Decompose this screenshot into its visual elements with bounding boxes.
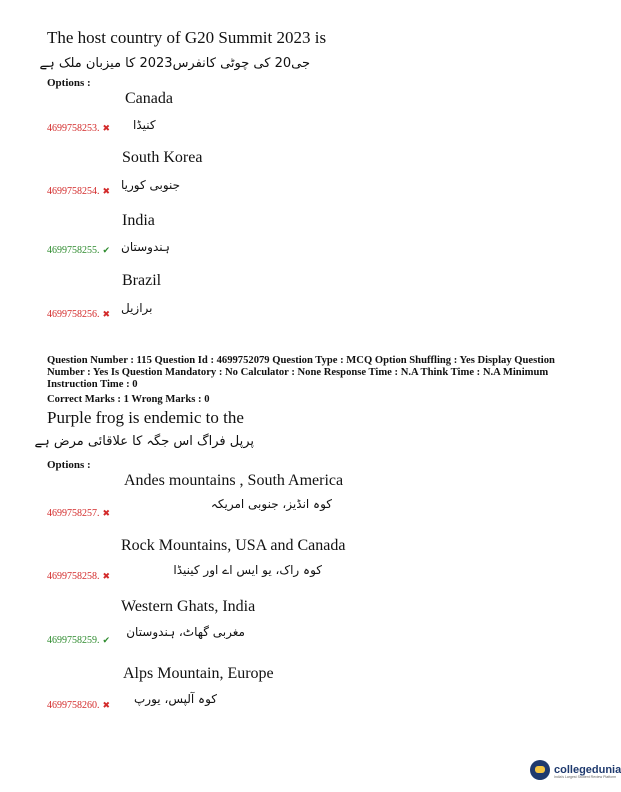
q1-option-2-id [47, 186, 110, 197]
q1-option-1-id [47, 123, 110, 134]
q1-option-3-ur: ہندوستان [121, 240, 170, 254]
q2-option-1-ur: کوہ انڈیز، جنوبی امریکہ [210, 497, 332, 511]
question-2-text-ur: پرپل فراگ اس جگہ کا علاقائی مرض ہے [34, 434, 254, 449]
question-2-text-en: Purple frog is endemic to the [47, 408, 244, 427]
cross-icon: ✖ [102, 310, 111, 320]
q2-option-1-en: Andes mountains , South America [124, 472, 344, 489]
q1-option-3-en: India [122, 212, 155, 229]
check-icon: ✔ [102, 636, 111, 646]
question-2-meta: Question Number : 115 Question Id : 4699752079 Question Type : MCQ Option Shuffling : Yes Display Question Number : Yes Is Question Mandatory : No Calculator : None Response Time : N.A Think Time : N.A Minimum Instruction Time : 0 [47, 355, 555, 390]
q1-option-1-en: Canada [125, 90, 173, 107]
cross-icon: ✖ [102, 124, 111, 134]
cross-icon: ✖ [102, 509, 111, 519]
option-id-text: 4699758260. [47, 700, 100, 711]
cross-icon: ✖ [102, 187, 111, 197]
logo-mascot-icon [530, 760, 550, 780]
q1-option-1-ur: کنیڈا [133, 118, 156, 132]
logo-text: collegedunia [554, 764, 621, 776]
check-icon: ✔ [102, 246, 111, 256]
q2-option-3-ur: مغربی گھاٹ، ہندوستان [126, 625, 245, 639]
q2-option-4-id [47, 700, 110, 711]
q1-option-4-id [47, 309, 110, 320]
option-id-text: 4699758255. [47, 245, 100, 256]
question-1-text-en: The host country of G20 Summit 2023 is [47, 28, 327, 47]
q1-option-4-en: Brazil [122, 272, 162, 289]
q2-option-3-id [47, 635, 110, 646]
option-id-text: 4699758254. [47, 186, 100, 197]
q2-option-2-ur: کوہ راک، یو ایس اے اور کینیڈا [173, 563, 322, 577]
option-id-text: 4699758253. [47, 123, 100, 134]
q1-option-3-id [47, 245, 110, 256]
option-id-text: 4699758257. [47, 508, 100, 519]
q2-option-3-en: Western Ghats, India [121, 598, 256, 615]
q2-option-4-ur: کوہ آلپس، یورپ [134, 692, 217, 706]
question-2-marks: Correct Marks : 1 Wrong Marks : 0 [47, 394, 210, 405]
q2-option-1-id [47, 508, 110, 519]
option-id-text: 4699758258. [47, 571, 100, 582]
cross-icon: ✖ [102, 701, 111, 711]
q2-option-2-id [47, 571, 110, 582]
option-id-text: 4699758256. [47, 309, 100, 320]
q1-option-2-ur: جنوبی کوریا [121, 178, 181, 192]
q1-option-4-ur: برازیل [121, 301, 153, 315]
options-label: Options : [47, 77, 91, 89]
option-id-text: 4699758259. [47, 635, 100, 646]
q1-option-2-en: South Korea [122, 149, 203, 166]
question-1-text-ur: جی20 کی چوٹی کانفرس2023 کا میزبان ملک ہے [39, 56, 310, 71]
q2-option-4-en: Alps Mountain, Europe [123, 665, 274, 682]
logo-tagline: India's Largest Student Review Platform [554, 775, 617, 779]
q2-option-2-en: Rock Mountains, USA and Canada [121, 537, 346, 554]
options-label: Options : [47, 459, 91, 471]
cross-icon: ✖ [102, 572, 111, 582]
